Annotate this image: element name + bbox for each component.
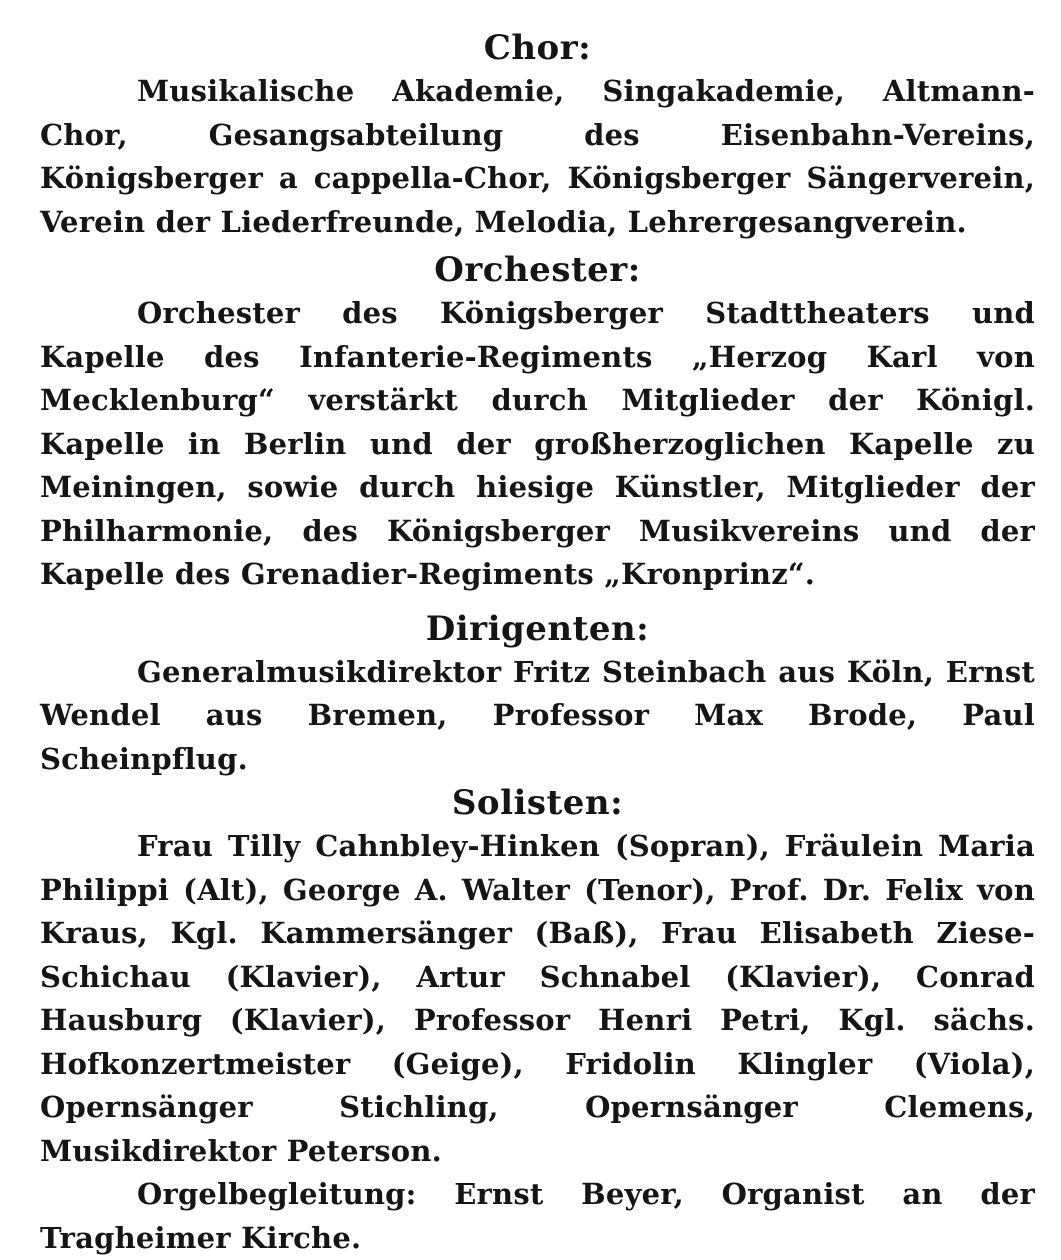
section-heading-chor: Chor: [483,28,592,68]
section-text-solisten: Frau Tilly Cahnbley-Hinken (Sopran), Fräulein Maria Philippi (Alt), George A. Walter (Tenor), Prof. Dr. Felix von Kraus, Kgl. Kammersänger (Baß), Frau Elisabeth Ziese-Schichau (Klavier), Artur Schnabel (Klavier), Conrad Hausburg (Klavier), Professor Henri Petri, Kgl. sächs. Hofkonzertmeister (Geige), Fridolin Klingler (Viola), Opernsänger Stichling, Opernsänger Clemens, Musikdirektor Peterson. [40,829,1035,1168]
section-text-orchester: Orchester des Königsberger Stadttheaters und Kapelle des Infanterie-Regiments „Herzog Karl von Mecklenburg“ verstärkt durch Mitglieder der Königl. Kapelle in Berlin und der großherzoglichen Kapelle zu Meiningen, sowie durch hiesige Künstler, Mitglieder der Philharmonie, des Königsberger Musikvereins und der Kapelle des Grenadier-Regiments „Kronprinz“. [40,296,1035,591]
section-solisten [40,781,1035,1260]
section-heading-solisten: Solisten: [451,783,624,823]
section-orchester [40,248,1035,597]
section-heading-dirigenten: Dirigenten: [425,608,650,649]
section-chor [40,26,1035,244]
section-text-chor: Musikalische Akademie, Singakademie, Altmann-Chor, Gesangsabteilung des Eisenbahn-Vereins, Königsberger a cappella-Chor, Königsberger Sängerverein, Verein der Liederfreunde, Melodia, Lehrergesangverein. [40,74,1035,239]
section-dirigenten [40,607,1035,782]
section-heading-orchester: Orchester: [434,250,641,290]
document-page [40,20,1035,1260]
section-text-dirigenten: Generalmusikdirektor Fritz Steinbach aus Köln, Ernst Wendel aus Bremen, Professor Max Brode, Paul Scheinpflug. [40,654,1035,776]
section-text-organ: Orgelbegleitung: Ernst Beyer, Organist an der Tragheimer Kirche. [40,1177,1035,1255]
